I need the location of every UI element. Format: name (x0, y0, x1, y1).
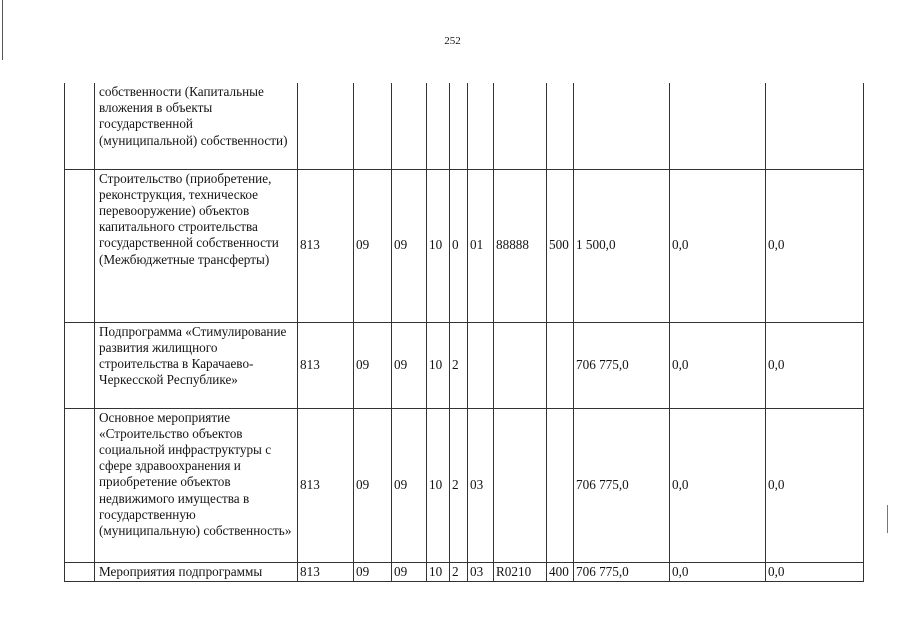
main-activity-code-cell: 03 (468, 408, 494, 562)
row-name-cell: Подпрограмма «Стимулирование развития жилищного строительства в Карачаево-Черкесской Республике» (95, 322, 298, 408)
subprogram-code-cell: 0 (450, 169, 468, 322)
table-row (65, 408, 864, 562)
grbs-cell (298, 83, 354, 169)
amount-year1-cell: 706 775,0 (574, 322, 670, 408)
table-row (65, 83, 864, 169)
margin-pen-mark (887, 505, 888, 533)
index-cell (65, 83, 95, 169)
main-activity-code-cell: 01 (468, 169, 494, 322)
subprogram-code-cell (450, 83, 468, 169)
amount-year2-cell: 0,0 (670, 408, 766, 562)
amount-year3-cell: 0,0 (766, 562, 864, 581)
budget-table (64, 83, 864, 582)
direction-code-cell (494, 83, 547, 169)
grbs-cell: 813 (298, 408, 354, 562)
section-cell: 09 (354, 408, 392, 562)
subsection-cell: 09 (392, 322, 427, 408)
amount-year1-cell: 1 500,0 (574, 169, 670, 322)
subprogram-code-cell: 2 (450, 562, 468, 581)
expense-type-cell: 400 (547, 562, 574, 581)
grbs-cell: 813 (298, 169, 354, 322)
grbs-cell: 813 (298, 322, 354, 408)
section-cell (354, 83, 392, 169)
index-cell (65, 169, 95, 322)
amount-year1-cell: 706 775,0 (574, 562, 670, 581)
program-code-cell: 10 (427, 169, 450, 322)
program-code-cell: 10 (427, 322, 450, 408)
amount-year1-cell (574, 83, 670, 169)
amount-year3-cell (766, 83, 864, 169)
row-name-cell: собственности (Капитальные вложения в объекты государственной (муниципальной) собственности) (95, 83, 298, 169)
main-activity-code-cell (468, 322, 494, 408)
amount-year3-cell: 0,0 (766, 169, 864, 322)
subsection-cell: 09 (392, 562, 427, 581)
expense-type-cell (547, 83, 574, 169)
table-row (65, 322, 864, 408)
grbs-cell: 813 (298, 562, 354, 581)
direction-code-cell (494, 322, 547, 408)
expense-type-cell (547, 408, 574, 562)
section-cell: 09 (354, 169, 392, 322)
direction-code-cell: 88888 (494, 169, 547, 322)
main-activity-code-cell: 03 (468, 562, 494, 581)
subprogram-code-cell: 2 (450, 408, 468, 562)
program-code-cell: 10 (427, 408, 450, 562)
section-cell: 09 (354, 322, 392, 408)
row-name-cell: Строительство (приобретение, реконструкция, техническое перевооружение) объектов капитального строительства государственной собственности (Межбюджетные трансферты) (95, 169, 298, 322)
index-cell (65, 408, 95, 562)
amount-year2-cell: 0,0 (670, 562, 766, 581)
row-name-cell: Мероприятия подпрограммы (95, 562, 298, 581)
subsection-cell (392, 83, 427, 169)
direction-code-cell (494, 408, 547, 562)
row-name-cell: Основное мероприятие «Строительство объектов социальной инфраструктуры с сфере здравоохранения и приобретение объектов недвижимого имущества в государственную (муниципальную) собственность» (95, 408, 298, 562)
direction-code-cell: R0210 (494, 562, 547, 581)
main-activity-code-cell (468, 83, 494, 169)
scan-edge-line (2, 0, 3, 60)
index-cell (65, 322, 95, 408)
amount-year2-cell: 0,0 (670, 169, 766, 322)
page-number: 252 (444, 35, 461, 47)
program-code-cell: 10 (427, 562, 450, 581)
table-row (65, 562, 864, 581)
section-cell: 09 (354, 562, 392, 581)
amount-year2-cell: 0,0 (670, 322, 766, 408)
amount-year1-cell: 706 775,0 (574, 408, 670, 562)
subsection-cell: 09 (392, 169, 427, 322)
program-code-cell (427, 83, 450, 169)
amount-year3-cell: 0,0 (766, 322, 864, 408)
amount-year2-cell (670, 83, 766, 169)
amount-year3-cell: 0,0 (766, 408, 864, 562)
expense-type-cell (547, 322, 574, 408)
index-cell (65, 562, 95, 581)
subprogram-code-cell: 2 (450, 322, 468, 408)
subsection-cell: 09 (392, 408, 427, 562)
expense-type-cell: 500 (547, 169, 574, 322)
table-row (65, 169, 864, 322)
